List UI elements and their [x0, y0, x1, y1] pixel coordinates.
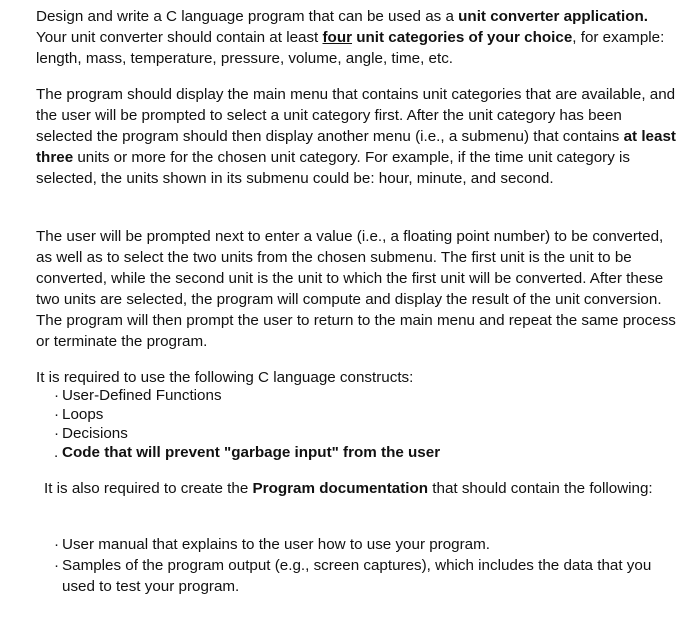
list-item-text: User manual that explains to the user how to use your program. — [62, 536, 491, 553]
intro-bold-categories: unit categories of your choice — [352, 29, 573, 46]
documentation-paragraph — [44, 478, 674, 499]
list-item — [36, 443, 676, 462]
intro-text-2: Your unit converter should contain at least — [36, 29, 323, 46]
documentation-text-2: that should contain the following: — [428, 480, 653, 497]
list-item-text: Code that will prevent "garbage input" from the user — [62, 444, 441, 461]
bullet-mark: · — [54, 425, 60, 442]
constructs-heading-text: It is required to use the following C language constructs: — [36, 369, 414, 386]
intro-text-3: , for example: length, mass, temperature, pressure, volume, angle, time, etc. — [36, 29, 665, 67]
intro-bold-four — [323, 29, 353, 46]
list-item — [36, 405, 676, 424]
bullet-mark: . — [54, 444, 59, 461]
conversion-text: The user will be prompted next to enter a value (i.e., a floating point number) to be converted, as well as to select the two units from the chosen submenu. The first unit is the unit to be converted, while the second unit is the unit to which the first unit will be converted. After these two units are selected, the program will compute and display the result of the unit conversion. The program will then prompt the user to return to the main menu and repeat the same process or terminate the program. — [36, 228, 676, 350]
menu-paragraph — [36, 84, 676, 189]
menu-text-1: The program should display the main menu that contains unit categories that are available, and the user will be prompted to select a unit category first. After the unit category has been selected the program should then display another menu (i.e., a submenu) that contains — [36, 86, 676, 145]
documentation-list — [36, 534, 676, 597]
intro-bold-unit-converter: unit converter application. — [458, 8, 649, 25]
bullet-mark: · — [54, 406, 60, 423]
documentation-text-1: It is also required to create the — [44, 480, 253, 497]
intro-paragraph — [36, 6, 676, 69]
intro-text-1: Design and write a C language program that can be used as a — [36, 8, 459, 25]
constructs-list — [36, 386, 676, 462]
list-item-text: Decisions — [62, 425, 128, 442]
intro-underline-four: four — [322, 29, 353, 46]
constructs-heading — [36, 367, 676, 388]
documentation-bold: Program documentation — [252, 480, 429, 497]
list-item-text: User-Defined Functions — [62, 387, 222, 404]
list-item — [36, 555, 676, 597]
menu-bold-at-least-three: at least three — [36, 128, 676, 166]
menu-text-2: units or more for the chosen unit category. For example, if the time unit category is selected, the units shown in its submenu could be: hour, minute, and second. — [36, 149, 630, 187]
bullet-mark: · — [54, 387, 60, 404]
list-item-text: Loops — [62, 406, 104, 423]
bullet-mark: · — [54, 557, 60, 574]
list-item-text: Samples of the program output (e.g., screen captures), which includes the data that you used to test your program. — [62, 557, 652, 595]
list-item — [36, 386, 676, 405]
list-item — [36, 534, 676, 555]
bullet-mark: · — [54, 536, 60, 553]
conversion-paragraph — [36, 226, 676, 352]
list-item — [36, 424, 676, 443]
